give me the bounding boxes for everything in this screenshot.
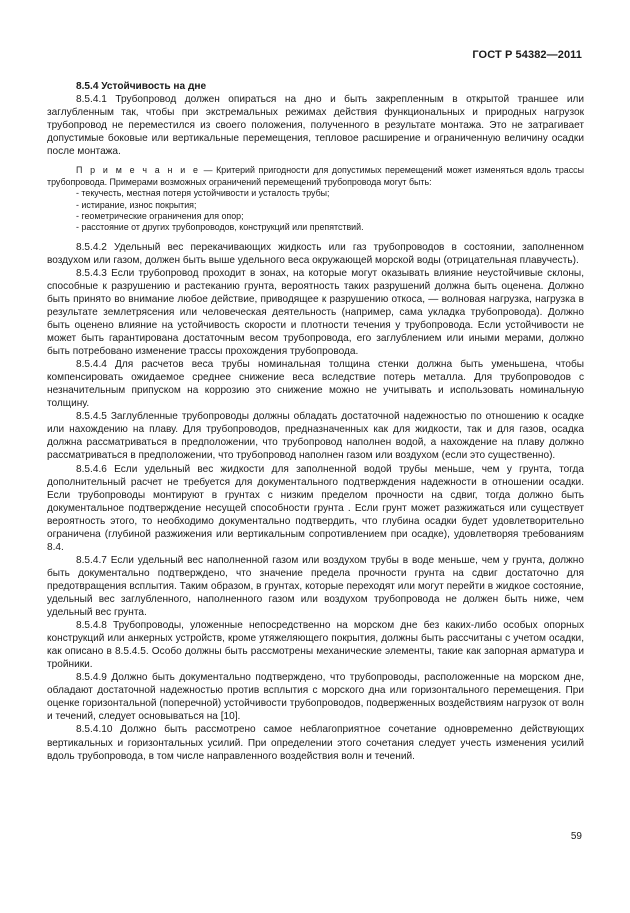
note-label: П р и м е ч а н и е <box>76 165 201 176</box>
note-list-item: - текучесть, местная потеря устойчивости и усталость трубы; <box>76 188 330 199</box>
paragraph-8-5-4-10: 8.5.4.10 Должно быть рассмотрено самое неблагоприятное сочетание одновременно действующих вертикальных и горизонтальных усилий. При определении этого сочетания следует учесть изменения усилий вдоль трубопровода, в том числе направленного воздействия волн и течений. <box>47 724 584 762</box>
note-list-item: - истирание, износ покрытия; <box>76 199 197 210</box>
note-list-item: - геометрические ограничения для опор; <box>76 210 244 221</box>
note-text: — Критерий пригодности для допустимых перемещений может изменяться вдоль трассы трубопровода. Примерами возможных ограничений перемещений трубопровода могут быть: <box>47 165 584 187</box>
paragraph-8-5-4-9: 8.5.4.9 Должно быть документально подтверждено, что трубопроводы, расположенные на морском дне, обладают достаточной надежностью против всплытия с морского дна или горизонтального перемещения. При оценке горизонтальной (поперечной) устойчивости трубопроводов, подверженных воздействиям нагрузок от волн и течений, следует основываться на [10]. <box>47 672 584 723</box>
paragraph-8-5-4-7: 8.5.4.7 Если удельный вес наполненной газом или воздухом трубы в воде меньше, чем у грунта, должно быть документально подтверждено, что значение предела прочности грунта на сдвиг достаточно для предотвращения всплытия. Таким образом, в грунтах, которые переходят или могут перейти в жидкое состояние, удельный вес заглубленного, наполненного газом или воздухом трубопровода не должен быть ниже, чем удельный вес грунта. <box>47 554 584 619</box>
paragraph-8-5-4-2: 8.5.4.2 Удельный вес перекачивающих жидкость или газ трубопроводов в состоянии, заполненном воздухом или газом, должен быть выше удельного веса окружающей морской воды (отрицательная плавучесть). <box>47 241 584 266</box>
paragraph-8-5-4-4: 8.5.4.4 Для расчетов веса трубы номинальная толщина стенки должна быть уменьшена, чтобы компенсировать ожидаемое среднее снижение веса вследствие потерь металла. Для трубопроводов с незначительным припуском на коррозию это снижение можно не учитывать и использовать номинальную толщину. <box>47 359 584 410</box>
paragraph-8-5-4-1: 8.5.4.1 Трубопровод должен опираться на дно и быть закрепленным в открытой траншее или заглубленным так, чтобы при экстремальных режимах действия функциональных и природных нагрузок трубопровод не переместился из своего положения, полученного в результате монтажа. Это не затрагивает допустимые боковые или вертикальные перемещения, тепловое расширение и ограниченную величину осадки после монтажа. <box>47 94 584 158</box>
paragraph-8-5-4-8: 8.5.4.8 Трубопроводы, уложенные непосредственно на морском дне без каких-либо особых опорных конструкций или анкерных устройств, кроме утяжеляющего покрытия, должны быть рассчитаны с учетом осадки, как описано в 8.5.4.5. Особо должны быть рассмотрены механические элементы, такие как запорная арматура и тройники. <box>47 620 584 671</box>
note-block <box>47 165 584 233</box>
paragraph-8-5-4-3: 8.5.4.3 Если трубопровод проходит в зонах, на которые могут оказывать влияние неустойчивые склоны, способные к разрушению и растеканию грунта, вероятность таких разрушений должна быть оценена. Должно быть принято во внимание любое действие, приводящее к разрушению откоса, — волновая нагрузка, нагрузка в результате землетрясения или человеческая деятельность (например, сама укладка трубопровода). Должно быть оценено влияние на устойчивость скорости и плотности течения у трубопровода. Если устойчивости не может быть гарантирована достаточным весом трубопровода, его заглублением или иными мерами, должно быть потребовано изменение трассы прохождения трубопровода. <box>47 267 584 358</box>
note-list-item: - расстояние от других трубопроводов, конструкций или препятствий. <box>76 222 364 233</box>
note-paragraph <box>47 165 584 188</box>
section-heading: 8.5.4 Устойчивость на дне <box>76 81 207 92</box>
document-body <box>47 80 584 763</box>
paragraph-8-5-4-5: 8.5.4.5 Заглубленные трубопроводы должны обладать достаточной надежностью по отношению к осадке или нахождению на плаву. Для трубопроводов, предназначенных как для жидкости, так и для газов, осадка должна рассматриваться в предположении, что трубопровод наполнен водой, а нахождение на плаву должно рассматриваться в предположении, что трубопровод наполнен газом или воздухом (если это существенно). <box>47 411 584 462</box>
page-number: 59 <box>570 831 582 842</box>
paragraph-8-5-4-6: 8.5.4.6 Если удельный вес жидкости для заполненной водой трубы меньше, чем у грунта, тогда дополнительный расчет не требуется для документального подтверждения надежности в отношении осадки. Если трубопроводы монтируют в грунтах с низким пределом прочности на сдвиг, тогда должно быть документальное подтверждение несущей способности грунта . Если грунт может разжижаться или существует вероятность этого, то необходимо документально подтвердить, что глубина осадки будет удовлетворительно ограничена (глубиной разжижения или вертикальным сопротивлением при осадке), удовлетворяя требованиям 8.4. <box>47 463 584 553</box>
standard-header: ГОСТ Р 54382—2011 <box>472 49 582 61</box>
